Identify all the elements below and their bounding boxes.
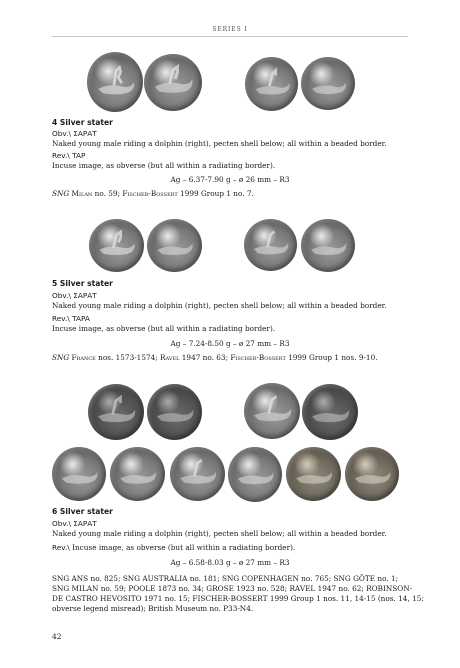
coin-image [245,57,298,111]
references-line: SNG ANS no. 825; SNG AUSTRALIA no. 181; SNG COPENHAGEN no. 765; SNG GÖTE no. 1; [52,574,399,583]
obverse-description: Naked young male riding a dolphin (right), pecten shell below; all within a beaded border. [52,301,387,310]
rider-on-dolphin-icon [144,54,202,111]
obverse-legend: Obv.\ ΣΑΡΑΤ [52,519,97,528]
coin-specs: Ag – 7.24-8.50 g – ø 27 mm – R3 [170,339,290,348]
coin-image [147,384,202,440]
coin-image [301,57,355,110]
reverse-legend: Rev.\ TAPA [52,314,90,323]
coin-image [144,54,202,111]
rider-on-dolphin-icon [302,384,358,440]
rider-on-dolphin-icon [110,447,165,501]
entry-title: 6 Silver stater [52,507,113,516]
coin-image [301,219,355,272]
rider-on-dolphin-icon [52,447,106,501]
coin-image [88,384,144,440]
obverse-description: Naked young male riding a dolphin (right), pecten shell below; all within a beaded border. [52,139,387,148]
entry-title: 5 Silver stater [52,279,113,288]
rider-on-dolphin-icon [170,447,225,501]
obverse-legend: Obv.\ ΣΑΡΑΤ [52,129,97,138]
reverse-description: Incuse image, as obverse (but all within a radiating border). [52,324,276,333]
reverse-line: Rev.\ Incuse image, as obverse (but all within a radiating border). [52,543,296,552]
rider-on-dolphin-icon [244,383,300,439]
rider-on-dolphin-icon [301,57,355,110]
coin-image [52,447,106,501]
page-number: 42 [52,632,62,641]
coin-specs: Ag – 6.58-8.03 g – ø 27 mm – R3 [170,558,290,567]
obverse-legend: Obv.\ ΣΑΡΑΤ [52,291,97,300]
coin-image [244,383,300,439]
coin-image [87,52,143,112]
obverse-description: Naked young male riding a dolphin (right), pecten shell below; all within a beaded border. [52,529,387,538]
rider-on-dolphin-icon [147,219,202,272]
rider-on-dolphin-icon [345,447,399,501]
coin-image [147,219,202,272]
coin-image [244,219,297,271]
rider-on-dolphin-icon [88,384,144,440]
rider-on-dolphin-icon [89,219,144,272]
references-line: DE CASTRO HEVOSITO 1971 no. 15; FISCHER-BOSSERT 1999 Group 1 nos. 11, 14-15 (nos. 14, 15: [52,594,424,603]
references-line: obverse legend misread); British Museum no. P33-N4. [52,604,254,613]
rider-on-dolphin-icon [87,52,143,112]
coin-image [89,219,144,272]
coin-image [345,447,399,501]
coin-image [170,447,225,501]
running-header: SERIES I [212,26,248,33]
rider-on-dolphin-icon [147,384,202,440]
coin-specs: Ag – 6.37-7.90 g – ø 26 mm – R3 [170,175,290,184]
references: SNG Milan no. 59; Fischer-Bossert 1999 Group 1 no. 7. [52,189,254,198]
rider-on-dolphin-icon [228,447,282,502]
references-line: SNG MILAN no. 59; POOLE 1873 no. 34; GROSE 1923 no. 528; RAVEL 1947 no. 62; ROBINSON- [52,584,413,593]
entry-title: 4 Silver stater [52,118,113,127]
coin-image [302,384,358,440]
rider-on-dolphin-icon [244,219,297,271]
rider-on-dolphin-icon [301,219,355,272]
rider-on-dolphin-icon [245,57,298,111]
coin-image [110,447,165,501]
references: SNG France nos. 1573-1574; Ravel 1947 no. 63; Fischer-Bossert 1999 Group 1 nos. 9-10. [52,353,378,362]
reverse-description: Incuse image, as obverse (but all within a radiating border). [52,161,276,170]
coin-image [228,447,282,502]
rider-on-dolphin-icon [286,447,341,501]
header-rule [52,36,408,37]
reverse-legend: Rev.\ TAP [52,151,86,160]
coin-image [286,447,341,501]
